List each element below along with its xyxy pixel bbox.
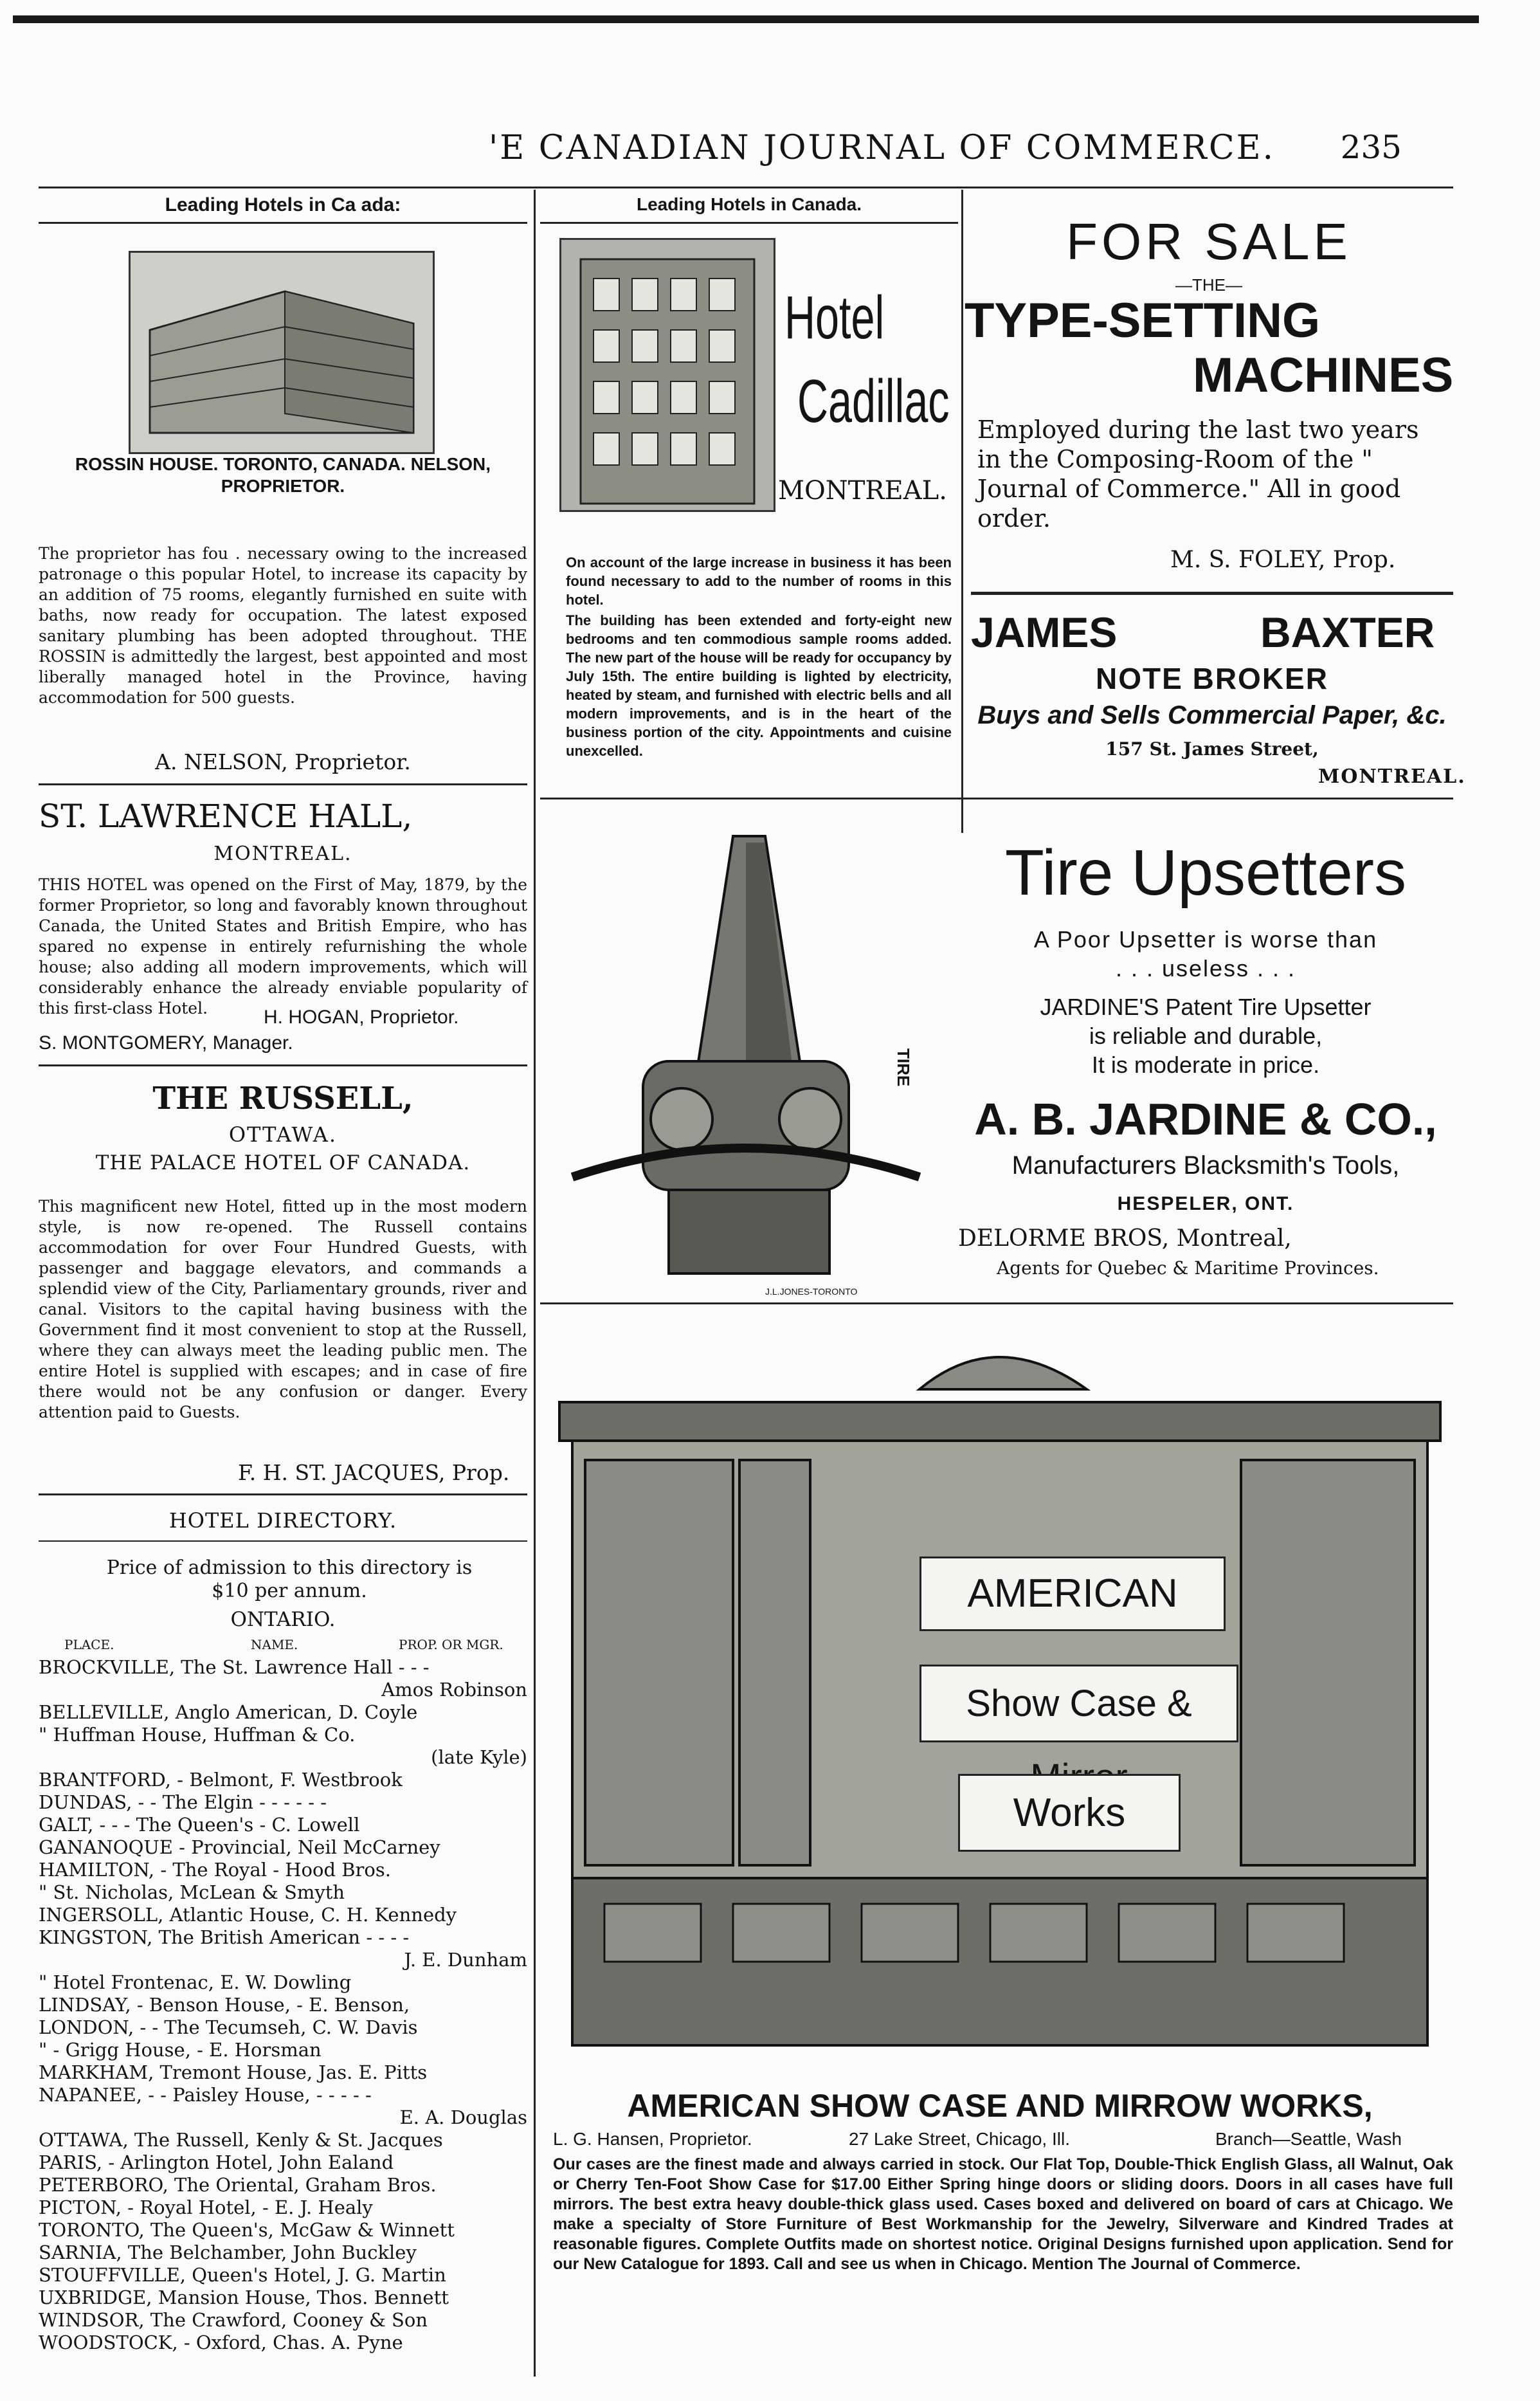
rossin-description: The proprietor has fou . necessary owing to the increased patronage o this popular Hotel, to increase its capacity by an addition of 75 rooms, elegantly furnished en suite with baths, now ready for occupation. The latest exposed sanitary plumbing has been adopted throughout. THE ROSSIN is admittedly the largest, best appointed and most liberally managed hotel in the Province, having accommodation for 500 guests. — [39, 544, 527, 707]
cadillac-city: MONTREAL. — [778, 476, 947, 506]
baxter-city: MONTREAL. — [1318, 765, 1466, 788]
header-rule — [39, 187, 1453, 188]
col2-heading-rule — [540, 222, 958, 224]
cadillac-name-line2: Cadillac — [797, 367, 950, 435]
directory-title: HOTEL DIRECTORY. — [168, 1508, 397, 1533]
directory-row: " Hotel Frontenac, E. W. Dowling — [39, 1971, 352, 1993]
showcase-description: Our cases are the finest made and always carried in stock. Our Flat Top, Double-Thick English Glass, all Walnut, Oak or Cherry Ten-Foot Show Case for $17.00 Either Spring hinge doors or sliding doors. Doors in all cases have full mirrors. The best extra heavy double-thick glass used. Cases boxed and delivered on board of cars at Chicago. We make a specialty of Store Furniture of Best Workmanship for the Jewelry, Silverware and Kindred Trades at reasonable figures. Complete Outfits made on shortest notice. Original Designs furnished upon application. Send for our New Catalogue for 1893. Call and see us when in Chicago. Mention The Journal of Commerce. — [553, 2155, 1453, 2273]
directory-price: Price of admission to this directory is $10 per annum. — [106, 1557, 473, 1602]
header-prop: PROP. OR MGR. — [399, 1637, 503, 1652]
st-lawrence-city: MONTREAL. — [213, 843, 352, 865]
for-sale-the: —THE— — [1175, 275, 1242, 295]
directory-row: MARKHAM, Tremont House, Jas. E. Pitts — [39, 2061, 428, 2083]
tire-image-side-text: TIRE — [894, 1048, 913, 1087]
directory-province: ONTARIO. — [230, 1608, 336, 1631]
for-sale-line2: MACHINES — [1193, 348, 1454, 403]
rule-rossin — [39, 783, 527, 785]
directory-row: DUNDAS, - - The Elgin - - - - - - — [39, 1791, 327, 1813]
directory-row: PICTON, - Royal Hotel, - E. J. Healy — [39, 2196, 373, 2218]
rule-st-lawrence — [39, 1064, 527, 1066]
directory-list — [39, 1656, 527, 2354]
hotel-cadillac-illustration — [559, 238, 775, 512]
directory-row: GALT, - - - The Queen's - C. Lowell — [39, 1814, 360, 1836]
cadillac-description: The building has been extended and forty-eight new bedrooms and ten commodious sample rooms added. The new part of the house will be ready for occupancy by July 15th. The entire building is lighted by electricity, heated by steam, and furnished with electric bells and all modern improvements, and is in the heart of the business portion of the city. Appointments and cuisine unexcelled. — [566, 612, 952, 759]
tire-line5: It is moderate in price. — [1091, 1052, 1320, 1078]
directory-row: " St. Nicholas, McLean & Smyth — [39, 1881, 345, 1903]
directory-row: (late Kyle) — [431, 1746, 527, 1768]
st-lawrence-title: ST. LAWRENCE HALL, — [39, 798, 413, 835]
for-sale-owner: M. S. FOLEY, Prop. — [1170, 547, 1396, 573]
tire-line1: A Poor Upsetter is worse than — [1033, 926, 1378, 953]
banner-works: Works — [958, 1774, 1181, 1852]
directory-row: LONDON, - - The Tecumseh, C. W. Davis — [39, 2016, 418, 2038]
page-number: 235 — [1340, 129, 1402, 166]
tire-upsetter-illustration — [553, 817, 939, 1306]
directory-row: LINDSAY, - Benson House, - E. Benson, — [39, 1994, 410, 2016]
directory-row: " - Grigg House, - E. Horsman — [39, 2039, 322, 2061]
header-name: NAME. — [251, 1637, 298, 1652]
directory-row: J. E. Dunham — [404, 1949, 527, 1971]
directory-row: OTTAWA, The Russell, Kenly & St. Jacques — [39, 2129, 443, 2151]
journal-title: 'E CANADIAN JOURNAL OF COMMERCE. — [489, 129, 1276, 167]
delorme-note: Agents for Quebec & Maritime Provinces. — [997, 1257, 1379, 1279]
column-rule-2 — [961, 190, 963, 833]
russell-city: OTTAWA. — [228, 1122, 338, 1147]
russell-proprietor: F. H. ST. JACQUES, Prop. — [238, 1460, 510, 1485]
directory-row: KINGSTON, The British American - - - - — [39, 1926, 410, 1948]
baxter-tagline: Buys and Sells Commercial Paper, &c. — [977, 701, 1447, 729]
directory-row: BRANTFORD, - Belmont, F. Westbrook — [39, 1769, 403, 1791]
tire-upsetters-title: Tire Upsetters — [1004, 837, 1407, 909]
building-engraving-icon — [561, 240, 774, 510]
tire-line4: is reliable and durable, — [1089, 1023, 1323, 1049]
directory-row: WOODSTOCK, - Oxford, Chas. A. Pyne — [39, 2332, 403, 2353]
tire-upsetter-machine-icon — [553, 817, 939, 1306]
directory-row: SARNIA, The Belchamber, John Buckley — [39, 2241, 417, 2263]
baxter-last-name: BAXTER — [1260, 608, 1435, 656]
tire-line3: JARDINE'S Patent Tire Upsetter — [1040, 994, 1372, 1020]
for-sale-title: FOR SALE — [1066, 213, 1352, 270]
banner-american: AMERICAN — [919, 1557, 1226, 1631]
header-place: PLACE. — [64, 1637, 114, 1652]
rule-mid-section — [540, 798, 1453, 799]
scan-top-border — [13, 15, 1479, 23]
tire-line2: . . . useless . . . — [1115, 955, 1296, 981]
baxter-first-name: JAMES — [971, 608, 1118, 656]
building-engraving-icon — [131, 253, 433, 452]
russell-subtitle: THE PALACE HOTEL OF CANADA. — [95, 1151, 471, 1174]
directory-row: UXBRIDGE, Mansion House, Thos. Bennett — [39, 2287, 449, 2308]
rossin-house-illustration — [129, 251, 435, 454]
directory-row: STOUFFVILLE, Queen's Hotel, J. G. Martin — [39, 2264, 446, 2286]
directory-row: BELLEVILLE, Anglo American, D. Coyle — [39, 1701, 418, 1723]
directory-row: WINDSOR, The Crawford, Cooney & Son — [39, 2309, 428, 2331]
rule-for-sale — [971, 592, 1453, 595]
page-header — [39, 129, 1440, 180]
rossin-illustration-caption: ROSSIN HOUSE. TORONTO, CANADA. NELSON, PROPRIETOR. — [75, 454, 491, 496]
column-rule-1 — [534, 190, 536, 2377]
rule-russell — [39, 1493, 527, 1495]
baxter-role: NOTE BROKER — [1096, 662, 1328, 695]
showcase-branch: Branch—Seattle, Wash — [1215, 2129, 1402, 2149]
directory-row: NAPANEE, - - Paisley House, - - - - - — [39, 2084, 372, 2106]
rule-showcase-top — [540, 1302, 1453, 1304]
jardine-place: HESPELER, ONT. — [1117, 1193, 1294, 1214]
tire-image-credit: J.L.JONES-TORONTO — [765, 1286, 858, 1297]
delorme-agent: DELORME BROS, Montreal, — [958, 1225, 1292, 1252]
directory-row: Amos Robinson — [381, 1679, 527, 1701]
showcase-proprietor: L. G. Hansen, Proprietor. — [553, 2129, 752, 2149]
col2-heading: Leading Hotels in Canada. — [636, 194, 862, 214]
russell-title: THE RUSSELL, — [152, 1081, 413, 1117]
for-sale-line1: TYPE-SETTING — [965, 293, 1321, 348]
directory-row: PETERBORO, The Oriental, Graham Bros. — [39, 2174, 437, 2196]
directory-row: BROCKVILLE, The St. Lawrence Hall - - - — [39, 1656, 430, 1678]
directory-row: PARIS, - Arlington Hotel, John Ealand — [39, 2151, 394, 2173]
cadillac-notice: On account of the large increase in business it has been found necessary to add to the number of rooms in this hotel. — [566, 554, 952, 608]
for-sale-description: Employed during the last two years in the Composing-Room of the " Journal of Commerce." All in good order. — [977, 415, 1419, 533]
col1-heading: Leading Hotels in Ca ada: — [165, 194, 401, 215]
directory-row: HAMILTON, - The Royal - Hood Bros. — [39, 1859, 391, 1881]
directory-row: INGERSOLL, Atlantic House, C. H. Kennedy — [39, 1904, 457, 1926]
rossin-proprietor: A. NELSON, Proprietor. — [155, 749, 411, 774]
showcase-address: 27 Lake Street, Chicago, Ill. — [849, 2129, 1070, 2149]
directory-row: E. A. Douglas — [399, 2106, 527, 2128]
cadillac-name-line1: Hotel — [784, 284, 885, 352]
col1-heading-rule — [39, 222, 527, 224]
directory-row: GANANOQUE - Provincial, Neil McCarney — [39, 1836, 440, 1858]
st-lawrence-manager: S. MONTGOMERY, Manager. — [39, 1032, 293, 1054]
showcase-company: AMERICAN SHOW CASE AND MIRROW WORKS, — [627, 2088, 1373, 2124]
banner-show-case-mirror: Show Case & — [919, 1665, 1238, 1742]
rule-directory — [39, 1540, 527, 1542]
directory-row: " Huffman House, Huffman & Co. — [39, 1724, 356, 1746]
jardine-products: Manufacturers Blacksmith's Tools, — [1011, 1151, 1400, 1180]
russell-description: This magnificent new Hotel, fitted up in the most modern style, is now re-opened. The Russell contains accommodation for over Four Hundred Guests, with passenger and baggage elevators, and commands a splendid view of the City, Parliamentary grounds, river and canal. Visitors to the capital having business with the Government find it most convenient to stop at the Russell, where they can always meet the leading public men. The entire Hotel is supplied with escapes; and in case of fire there would not be any confusion or danger. Every attention paid to Guests. — [39, 1197, 527, 1421]
st-lawrence-proprietor: H. HOGAN, Proprietor. — [264, 1007, 459, 1028]
st-lawrence-description: THIS HOTEL was opened on the First of May, 1879, by the former Proprietor, so long and favorably known throughout Canada, the United States and British Empire, who has spared no expense in entirely refurnishing the whole house; also adding all modern improvements, which will considerably enhance the already enviable popularity of this first-class Hotel. — [39, 875, 527, 1018]
directory-row: TORONTO, The Queen's, McGaw & Winnett — [39, 2219, 455, 2241]
baxter-address: 157 St. James Street, — [1105, 738, 1319, 760]
jardine-company: A. B. JARDINE & CO., — [974, 1094, 1437, 1144]
